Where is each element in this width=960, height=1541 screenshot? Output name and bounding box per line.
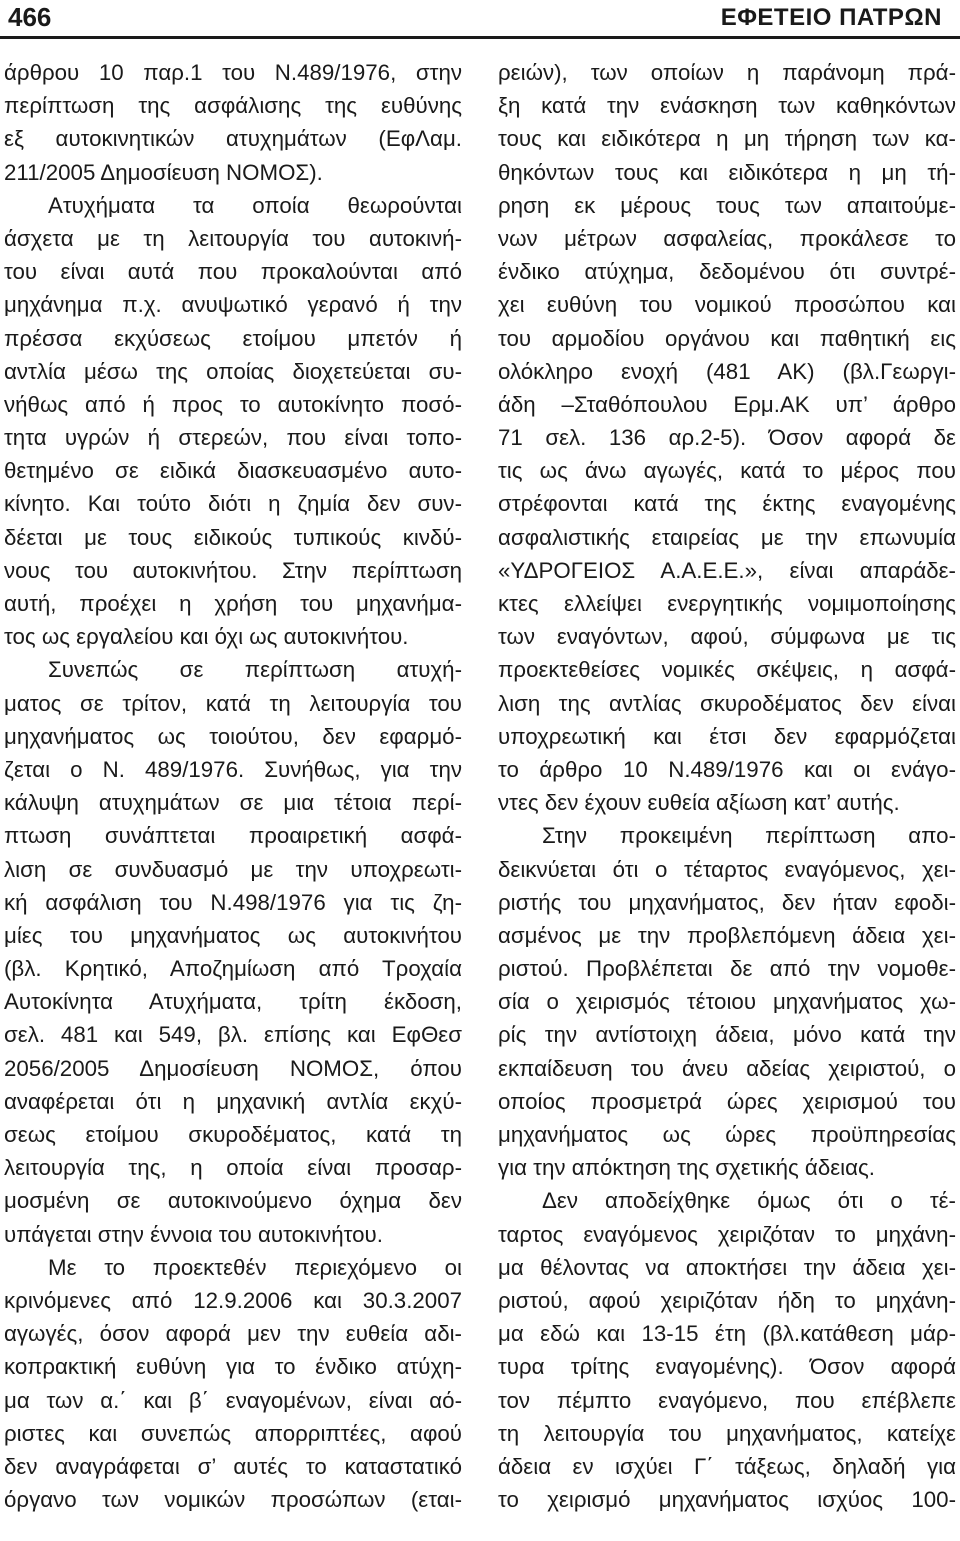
text-line: ρίς την αντίστοιχη άδεια, μόνο κατά την bbox=[498, 1022, 956, 1048]
text-line: τυρα τρίτης εναγομένης). Όσον αφορά bbox=[498, 1354, 956, 1380]
page-number: 466 bbox=[8, 2, 52, 32]
text-line: το χειρισμό μηχανήματος ισχύος 100- bbox=[498, 1487, 956, 1513]
text-line: πτωση συνάπτεται προαιρετική ασφά- bbox=[4, 823, 462, 849]
text-line: νων μέτρων ασφαλείας, προκάλεσε το bbox=[498, 225, 956, 251]
text-line: Αυτοκίνητα Ατυχήματα, τρίτη έκδοση, bbox=[4, 989, 462, 1015]
text-line: μα των α.΄ και β΄ εναγομένων, είναι αό- bbox=[4, 1387, 462, 1413]
text-line: ασφαλιστικής εταιρείας με την επωνυμία bbox=[498, 524, 956, 550]
text-line: στρέφονται κατά της έκτης εναγομένης bbox=[498, 491, 956, 517]
text-line: αντλία μέσω της οποίας διοχετεύεται συ- bbox=[4, 358, 462, 384]
text-line: τις ως άνω αγωγές, κατά το μέρος που bbox=[498, 458, 956, 484]
text-line: υπάγεται στην έννοια του αυτοκινήτου. bbox=[4, 1221, 383, 1247]
text-line: υποχρεωτική και έτσι δεν εφαρμόζεται bbox=[498, 723, 956, 749]
text-line: για την απόκτηση της σχετικής άδειας. bbox=[498, 1155, 875, 1181]
text-line: τη λειτουργία του μηχανήματος, κατείχε bbox=[498, 1420, 956, 1446]
right-column bbox=[498, 56, 956, 1516]
text-line: 2056/2005 Δημοσίευση ΝΟΜΟΣ, όπου bbox=[4, 1055, 462, 1081]
text-line: μίες του μηχανήματος ως αυτοκινήτου bbox=[4, 922, 462, 948]
text-line: τητα υγρών ή στερεών, που είναι τοπο- bbox=[4, 425, 462, 451]
text-line: σία ο χειρισμός τέτοιου μηχανήματος χω- bbox=[498, 989, 956, 1015]
text-line: του αρμοδίου οργάνου και παθητική εις bbox=[498, 325, 956, 351]
text-line: κή ασφάλιση του Ν.498/1976 για τις ζη- bbox=[4, 889, 462, 915]
text-line: πρέσσα εκχύσεως ετοίμου μπετόν ή bbox=[4, 325, 462, 351]
page-header bbox=[0, 0, 960, 40]
text-line: «ΥΔΡΟΓΕΙΟΣ Α.Α.Ε.Ε.», είναι απαράδε- bbox=[498, 557, 956, 583]
text-line: δέεται με τους ειδικούς τυπικούς κινδύ- bbox=[4, 524, 462, 550]
journal-title: ΕΦΕΤΕΙΟ ΠΑΤΡΩΝ bbox=[720, 4, 942, 31]
text-line: ματος σε τρίτον, κατά τη λειτουργία του bbox=[4, 690, 462, 716]
text-line: του είναι αυτά που προκαλούνται από bbox=[4, 259, 462, 285]
text-line: (βλ. Κρητικό, Αποζημίωση από Τροχαία bbox=[4, 956, 462, 982]
text-line: οποίος προσμετρά ώρες χειρισμού του bbox=[498, 1088, 956, 1114]
text-line: κίνητο. Και τούτο διότι η ζημία δεν συν- bbox=[4, 491, 462, 517]
text-line: αγωγές, όσον αφορά μεν την ευθεία αδι- bbox=[4, 1321, 462, 1347]
text-line: ταρτος εναγόμενος χειριζόταν το μηχάνη- bbox=[498, 1221, 956, 1247]
text-line: άσχετα με τη λειτουργία του αυτοκινή- bbox=[4, 225, 462, 251]
text-line: μηχανήματος ως τοιούτου, δεν εφαρμό- bbox=[4, 723, 462, 749]
text-line: Με το προεκτεθέν περιεχόμενο οι bbox=[48, 1254, 462, 1280]
text-line: νήθως από ή προς το αυτοκίνητο ποσό- bbox=[4, 391, 462, 417]
text-line: Στην προκειμένη περίπτωση απο- bbox=[542, 823, 956, 849]
text-line: χει ευθύνη του νομικού προσώπου και bbox=[498, 292, 956, 318]
text-line: μα εδώ και 13-15 έτη (βλ.κατάθεση μάρ- bbox=[498, 1321, 956, 1347]
text-line: 211/2005 Δημοσίευση ΝΟΜΟΣ). bbox=[4, 159, 323, 185]
text-line: κάλυψη ατυχημάτων σε μια τέτοια περί- bbox=[4, 790, 462, 816]
text-line: ζεται ο Ν. 489/1976. Συνήθως, για την bbox=[4, 756, 462, 782]
text-line: Δεν αποδείχθηκε όμως ότι ο τέ- bbox=[542, 1188, 956, 1214]
text-line: λιση σε συνδυασμό με την υποχρεωτι- bbox=[4, 856, 462, 882]
text-line: άρθρου 10 παρ.1 του Ν.489/1976, στην bbox=[4, 60, 462, 85]
text-line: εκπαίδευση του άνευ αδείας χειριστού, ο bbox=[498, 1055, 956, 1081]
text-line: κτες ελλείψει ενεργητικής νομιμοποίησης bbox=[498, 591, 956, 616]
text-line: αυτή, προέχει η χρήση του μηχανήμα- bbox=[4, 591, 462, 616]
text-line: μοσμένη σε αυτοκινούμενο όχημα δεν bbox=[4, 1188, 462, 1214]
text-line: ριστού, αφού χειριζόταν ήδη το μηχάνη- bbox=[498, 1287, 956, 1313]
text-line: δεν αναγράφεται σ’ αυτές το καταστατικό bbox=[4, 1453, 462, 1479]
text-line: 71 σελ. 136 αρ.2-5). Όσον αφορά δε bbox=[498, 425, 956, 451]
text-line: λειτουργία της, η οποία είναι προσαρ- bbox=[4, 1155, 462, 1181]
text-line: ριστού. Προβλέπεται δε από την νομοθε- bbox=[498, 956, 956, 982]
text-line: μα θέλοντας να αποκτήσει την άδεια χει- bbox=[498, 1254, 956, 1280]
header-rule bbox=[0, 36, 960, 39]
text-line: Συνεπώς σε περίπτωση ατυχή- bbox=[48, 657, 462, 683]
text-line: ξη κατά την ενάσκηση των καθηκόντων bbox=[498, 93, 956, 119]
text-line: Ατυχήματα τα οποία θεωρούνται bbox=[48, 192, 462, 218]
text-line: λιση της αντλίας σκυροδέματος δεν είναι bbox=[498, 690, 956, 716]
text-line: ασμένος με την προβλεπόμενη άδεια χει- bbox=[498, 922, 956, 948]
text-line: σεως ετοίμου σκυροδέματος, κατά τη bbox=[4, 1122, 462, 1147]
text-line: περίπτωση της ασφάλισης της ευθύνης bbox=[4, 93, 462, 119]
text-line: κρινόμενες από 12.9.2006 και 30.3.2007 bbox=[4, 1287, 462, 1313]
text-line: ριστες και συνεπώς απορριπτέες, αφού bbox=[4, 1420, 462, 1446]
text-line: μηχανήματος ως ώρες προϋπηρεσίας bbox=[498, 1122, 956, 1147]
text-line: ένδικο ατύχημα, δεδομένου ότι συντρέ- bbox=[498, 259, 956, 285]
text-line: ρηση εκ μέρους τους των απαιτούμε- bbox=[498, 192, 956, 218]
text-line: άδεια εν ισχύει Γ΄ τάξεως, δηλαδή για bbox=[498, 1453, 956, 1479]
text-line: θηκόντων τους και ειδικότερα η μη τή- bbox=[498, 159, 956, 185]
text-line: τον πέμπτο εναγόμενο, που επέβλεπε bbox=[498, 1387, 956, 1413]
text-line: νους του αυτοκινήτου. Στην περίπτωση bbox=[4, 557, 462, 583]
text-line: ρειών), των οποίων η παράνομη πρά- bbox=[498, 60, 956, 85]
text-line: ολόκληρο ενοχή (481 ΑΚ) (βλ.Γεωργι- bbox=[498, 358, 956, 384]
text-line: των εναγόντων, αφού, σύμφωνα με τις bbox=[498, 624, 956, 650]
text-line: άδη –Σταθόπουλου Ερμ.ΑΚ υπ’ άρθρο bbox=[498, 391, 956, 417]
left-column bbox=[4, 56, 462, 1516]
text-line: ριστής του μηχανήματος, δεν ήταν εφοδι- bbox=[498, 889, 956, 915]
text-line: τους και ειδικότερα η μη τήρηση των κα- bbox=[498, 126, 956, 152]
text-line: θετημένο σε ειδικά διασκευασμένο αυτο- bbox=[4, 458, 462, 484]
text-line: ντες δεν έχουν ευθεία αξίωση κατ’ αυτής. bbox=[498, 790, 900, 816]
text-line: προεκτεθείσες νομικές σκέψεις, η ασφά- bbox=[498, 657, 956, 683]
text-line: όργανο των νομικών προσώπων (εται- bbox=[4, 1487, 462, 1513]
text-line: μηχάνημα π.χ. ανυψωτικό γερανό ή την bbox=[4, 292, 462, 318]
text-line: αναφέρεται ότι η μηχανική αντλία εκχύ- bbox=[4, 1088, 462, 1114]
text-line: κοπρακτική ευθύνη για το ένδικο ατύχη- bbox=[4, 1354, 462, 1380]
text-line: το άρθρο 10 Ν.489/1976 και οι ενάγο- bbox=[498, 756, 956, 782]
text-line: τος ως εργαλείου και όχι ως αυτοκινήτου. bbox=[4, 624, 409, 650]
text-line: σελ. 481 και 549, βλ. επίσης και ΕφΘεσ bbox=[4, 1022, 462, 1048]
text-line: εξ αυτοκινητικών ατυχημάτων (ΕφΛαμ. bbox=[4, 126, 462, 152]
text-line: δεικνύεται ότι ο τέταρτος εναγόμενος, χει- bbox=[498, 856, 956, 882]
